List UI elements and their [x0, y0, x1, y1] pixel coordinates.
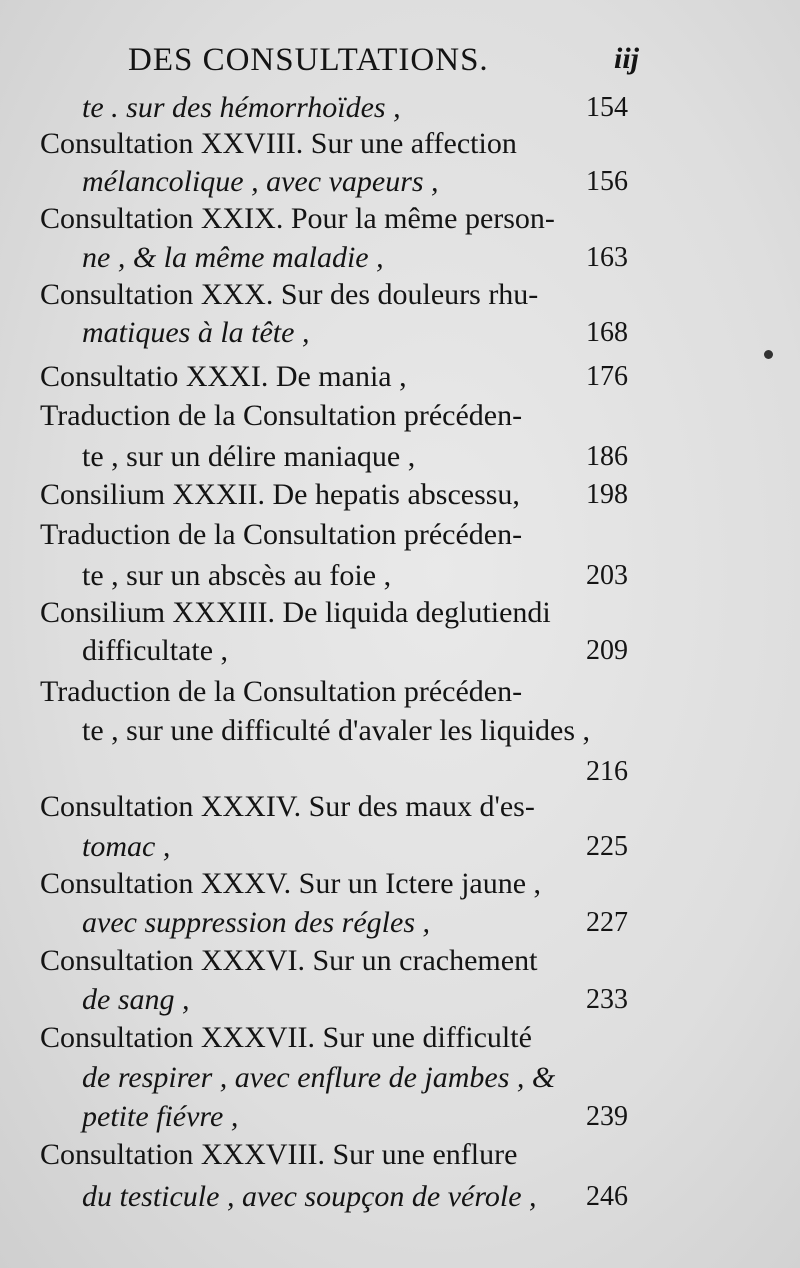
toc-entry: [0, 1058, 800, 1098]
toc-entry: [0, 827, 800, 867]
toc-entry: [0, 864, 800, 904]
toc-entry: [0, 1097, 800, 1137]
entry-text: Traduction de la Consultation précéden-: [40, 518, 523, 551]
entry-text: Consultation XXVIII. Sur une affection: [40, 127, 517, 160]
entry-text: Consultation XXXVI. Sur un crachement: [40, 944, 538, 977]
toc-entry: [0, 162, 800, 202]
entry-text: de respirer , avec enflure de jambes , &: [82, 1061, 556, 1094]
toc-entry: [0, 711, 800, 751]
entry-text: te , sur un abscès au foie ,: [82, 559, 392, 592]
entry-page: 246: [586, 1181, 628, 1212]
entry-text: tomac ,: [82, 830, 171, 863]
toc-entry: [0, 357, 800, 397]
entry-page: 239: [586, 1101, 628, 1132]
entry-text: ne , & la même maladie ,: [82, 241, 384, 274]
entry-text: matiques à la tête ,: [82, 316, 310, 349]
toc-entry: [0, 475, 800, 515]
entry-text: Consultation XXX. Sur des douleurs rhu-: [40, 278, 539, 311]
toc-entry: [0, 787, 800, 827]
ink-spot: [764, 350, 773, 359]
entry-text: Traduction de la Consultation précéden-: [40, 399, 523, 432]
entry-page: 163: [586, 242, 628, 273]
running-header: DES CONSULTATIONS.: [128, 42, 489, 78]
entry-text: difficultate ,: [82, 634, 229, 667]
entry-text: Consultation XXXVII. Sur une difficulté: [40, 1021, 532, 1054]
toc-entry: [0, 1135, 800, 1175]
entry-page: 233: [586, 984, 628, 1015]
page-folio: iij: [614, 42, 640, 75]
toc-entry: [0, 275, 800, 315]
entry-text: du testicule , avec soupçon de vérole ,: [82, 1180, 537, 1213]
entry-page: 176: [586, 361, 628, 392]
toc-entry: [0, 672, 800, 712]
entry-page: 203: [586, 560, 628, 591]
entry-text: te , sur une difficulté d'avaler les liquides ,: [82, 714, 591, 747]
toc-entry: [0, 515, 800, 555]
toc-entry: [0, 124, 800, 164]
toc-entry: [0, 437, 800, 477]
toc-entry: [0, 980, 800, 1020]
toc-entry: [0, 88, 800, 128]
toc-entry: [0, 1177, 800, 1217]
entry-text: te . sur des hémorrhoïdes ,: [82, 91, 401, 124]
toc-entry: [0, 903, 800, 943]
toc-entry: [0, 631, 800, 671]
toc-entry: [0, 199, 800, 239]
toc-entry: [0, 396, 800, 436]
entry-text: avec suppression des régles ,: [82, 906, 430, 939]
toc-entry: [0, 941, 800, 981]
entry-text: Consilium XXXIII. De liquida deglutiendi: [40, 596, 551, 629]
toc-entry: [0, 556, 800, 596]
entry-text: Consultation XXIX. Pour la même person-: [40, 202, 555, 235]
toc-entry: [0, 238, 800, 278]
entry-page: 156: [586, 166, 628, 197]
entry-text: Consultatio XXXI. De mania ,: [40, 360, 407, 393]
entry-text: Consultation XXXIV. Sur des maux d'es-: [40, 790, 535, 823]
toc-entry: [0, 1018, 800, 1058]
entry-text: de sang ,: [82, 983, 190, 1016]
entry-text: Traduction de la Consultation précéden-: [40, 675, 523, 708]
entry-page: 216: [586, 756, 628, 787]
entry-page: 154: [586, 92, 628, 123]
toc-entry: [0, 752, 800, 792]
entry-text: Consultation XXXV. Sur un Ictere jaune ,: [40, 867, 542, 900]
entry-text: Consilium XXXII. De hepatis abscessu,: [40, 478, 520, 511]
entry-text: te , sur un délire maniaque ,: [82, 440, 416, 473]
toc-entry: [0, 593, 800, 633]
entry-page: 227: [586, 907, 628, 938]
entry-page: 225: [586, 831, 628, 862]
entry-page: 209: [586, 635, 628, 666]
entry-page: 168: [586, 317, 628, 348]
entry-page: 198: [586, 479, 628, 510]
entry-text: mélancolique , avec vapeurs ,: [82, 165, 439, 198]
entry-text: Consultation XXXVIII. Sur une enflure: [40, 1138, 518, 1171]
toc-entry: [0, 313, 800, 353]
entry-text: petite fiévre ,: [82, 1100, 239, 1133]
entry-page: 186: [586, 441, 628, 472]
